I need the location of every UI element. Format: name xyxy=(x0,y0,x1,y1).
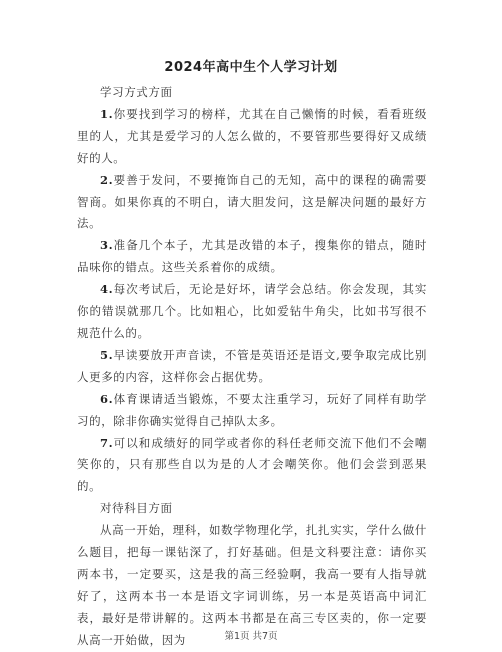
list-item-text: 早读要放开声音读，不管是英语还是语文,要争取完成比别人更多的内容，这样你会占据优势。 xyxy=(77,347,427,384)
list-item xyxy=(77,104,427,170)
list-item-text: 要善于发问，不要掩饰自己的无知，高中的课程的确需要智商。如果你真的不明白，请大胆发问，这是解决问题的最好方法。 xyxy=(77,172,427,231)
list-item-number: 1. xyxy=(100,106,114,121)
list-item xyxy=(77,170,427,236)
list-item-number: 3. xyxy=(100,238,114,253)
list-item-number: 2. xyxy=(100,172,114,187)
body-paragraph: 从高一开始，理科，如数学物理化学，扎扎实实，学什么做什么题目，把每一课钻深了，打好基础。但是文科要注意：请你买两本书，一定要买，这是我的高三经验啊，我高一要有人指导就好了，这两本书一本是语文字词训练，另一本是英语高中词汇表，最好是带讲解的。这两本书都是在高三专区卖的，你一定要从高一开始做，因为 xyxy=(77,523,427,647)
list-item-text: 每次考试后，无论是好坏，请学会总结。你会发现，其实你的错误就那几个。比如粗心，比如爱钻牛角尖，比如书写很不规范什么的。 xyxy=(77,282,427,340)
list-item xyxy=(77,433,427,499)
page-footer: 第1页 共7页 xyxy=(224,631,278,642)
list-item-number: 5. xyxy=(100,347,114,362)
section-heading-subjects: 对待科目方面 xyxy=(100,501,173,516)
list-item-text: 你要找到学习的榜样，尤其在自己懒惰的时候，看看班级里的人，尤其是爱学习的人怎么做的，不要管那些要得好又成绩好的人。 xyxy=(77,106,427,165)
list-item xyxy=(77,389,427,433)
list-item-number: 7. xyxy=(100,435,114,450)
list-item-number: 6. xyxy=(100,391,114,406)
list-item xyxy=(77,279,427,345)
list-item-number: 4. xyxy=(100,282,114,297)
document-body xyxy=(77,82,427,652)
list-item-text: 体育课请适当锻炼，不要太注重学习，玩好了同样有助学习的，除非你确实觉得自己掉队太多。 xyxy=(77,391,427,428)
section-heading-study-methods: 学习方式方面 xyxy=(100,85,173,99)
list-item-text: 可以和成绩好的同学或者你的科任老师交流下他们不会嘲笑你的，只有那些自以为是的人才会嘲笑你。他们会尝到恶果的。 xyxy=(77,435,427,494)
list-item-text: 准备几个本子，尤其是改错的本子，搜集你的错点，随时品味你的错点。这些关系着你的成绩。 xyxy=(77,238,427,275)
list-item xyxy=(77,345,427,389)
document-title: 2024年高中生个人学习计划 xyxy=(164,60,338,75)
list-item xyxy=(77,235,427,279)
